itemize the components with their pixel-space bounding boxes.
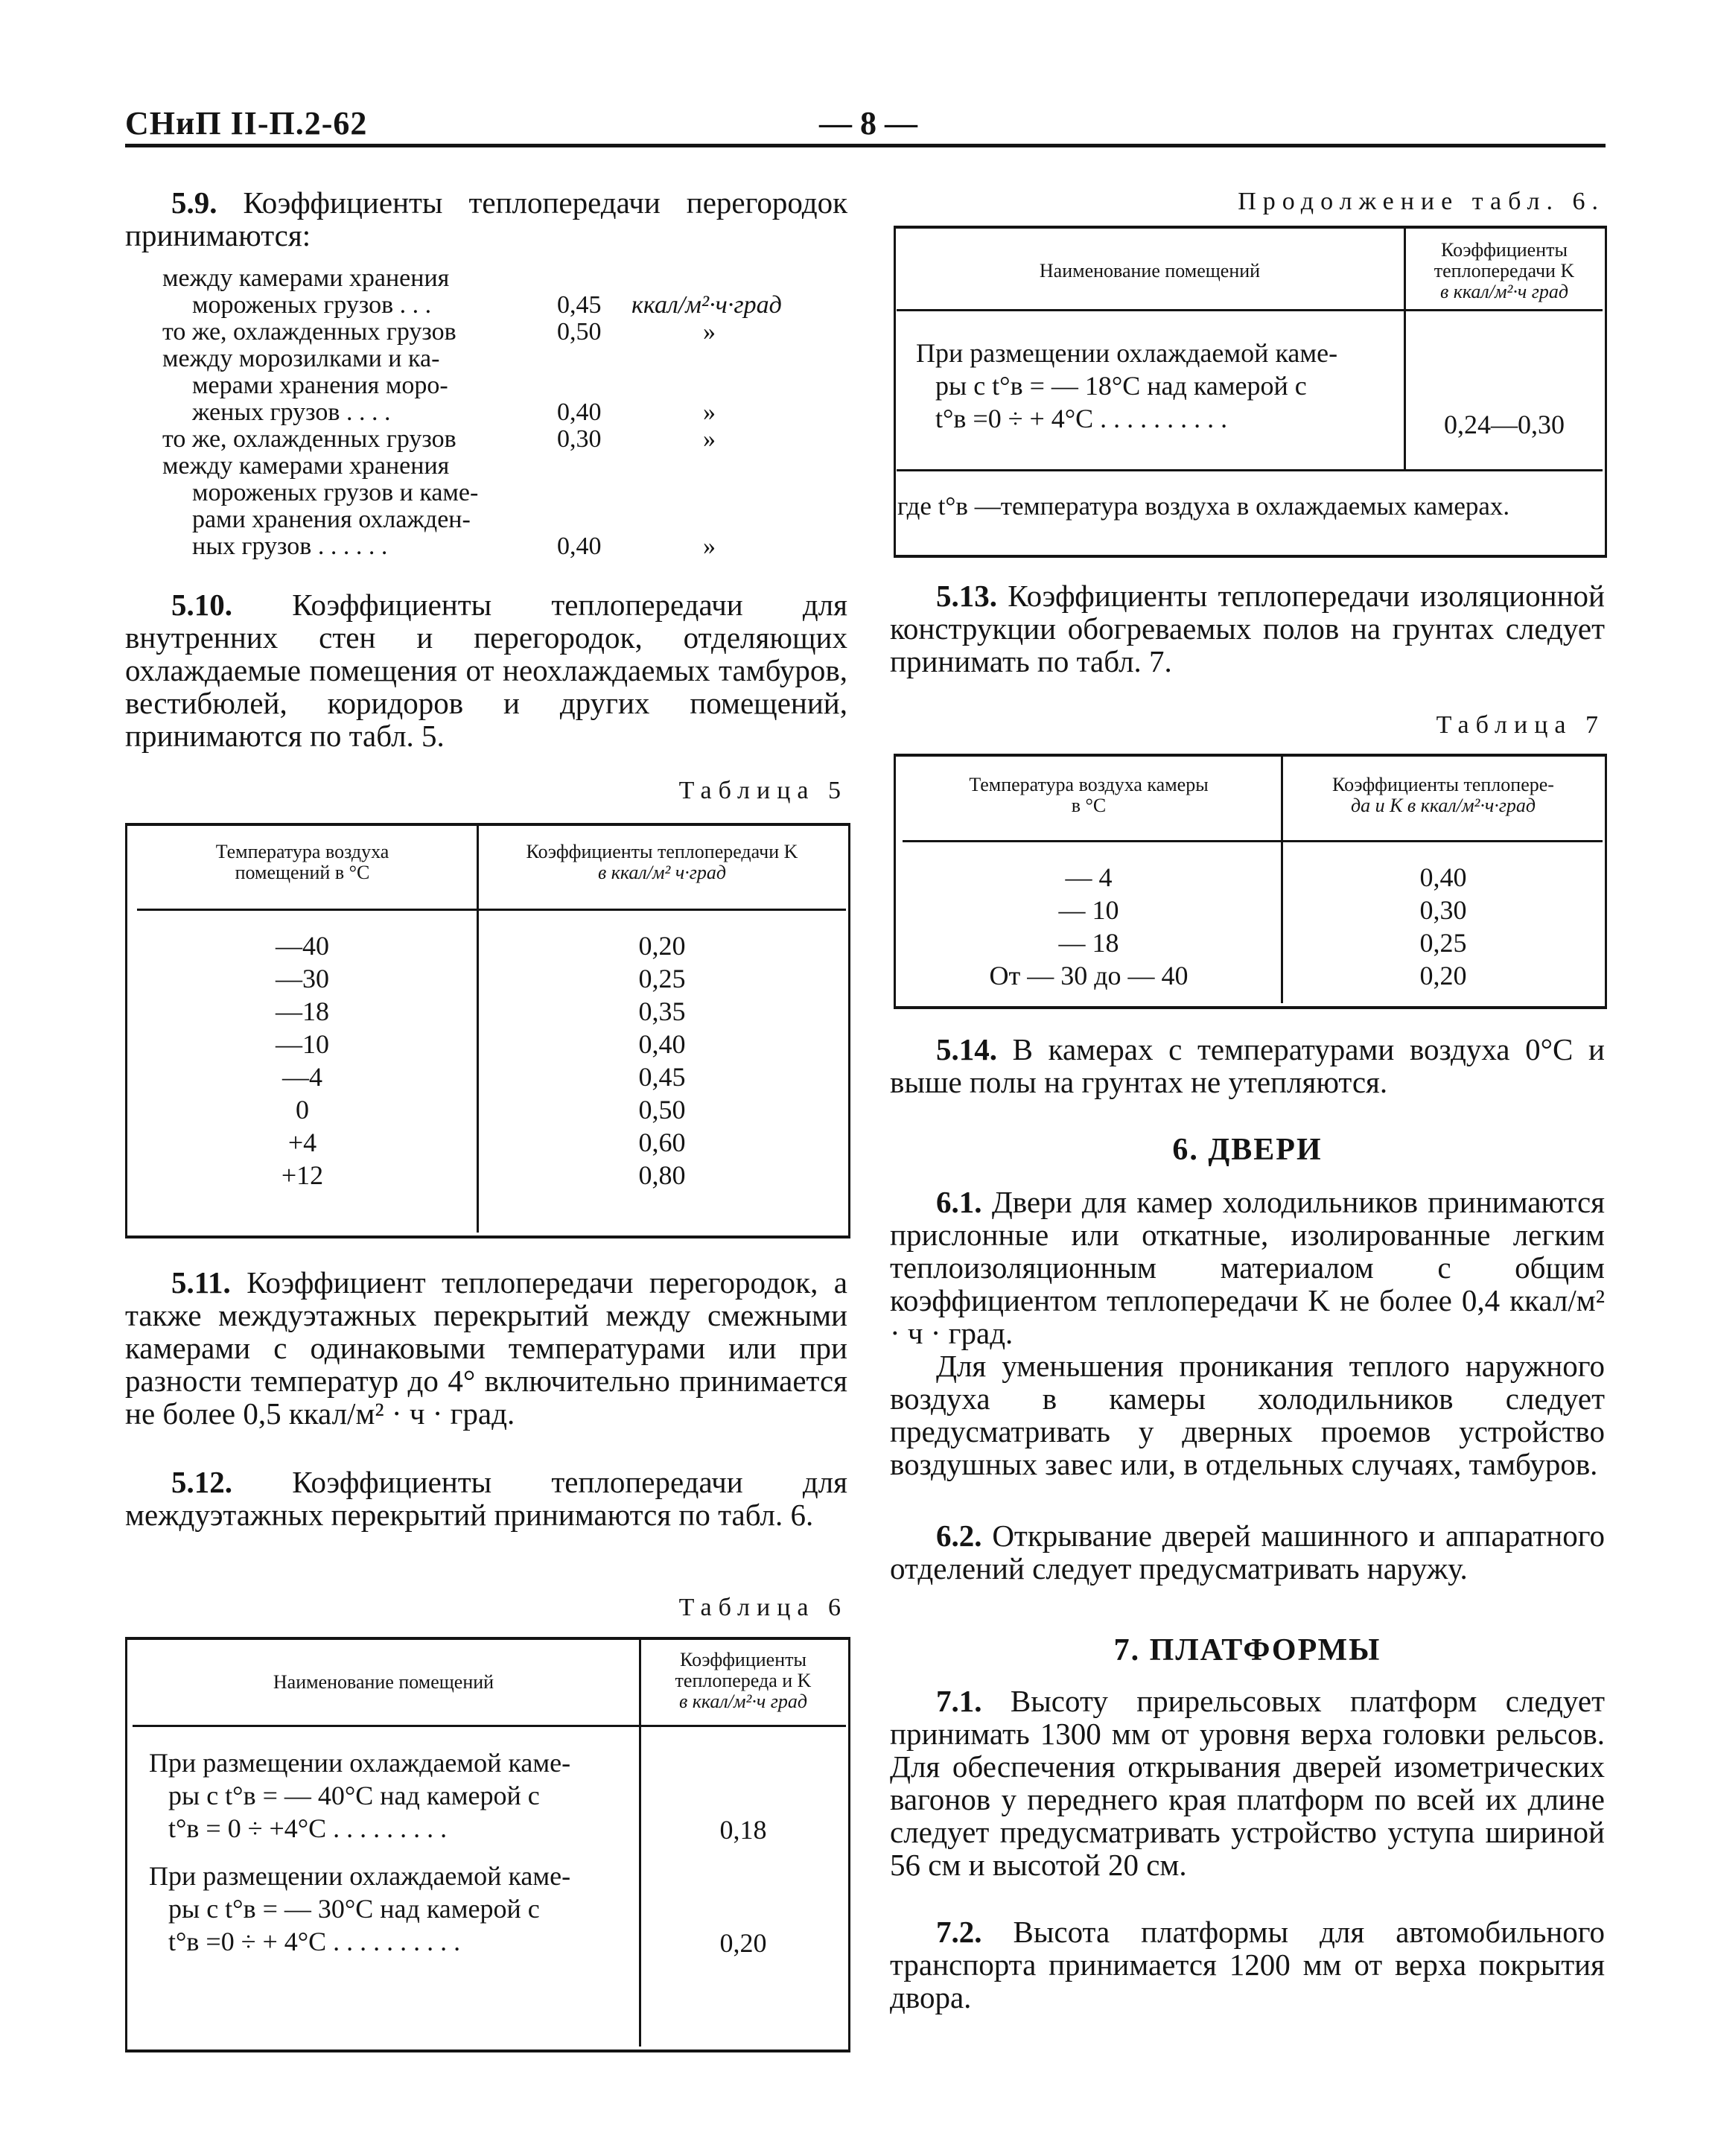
table-7-header-coefficient	[1284, 775, 1603, 816]
header-line: Коэффициенты	[1441, 239, 1568, 261]
table-6-row-1-value: 0,18	[719, 1815, 767, 1845]
table-5-temperature-cell: +4	[287, 1128, 317, 1157]
row-line: ры с t°в = — 40°С над камерой с	[168, 1781, 540, 1810]
paragraph-text-continued: Для уменьшения проникания теплого наружного воздуха в камеры холодильников следует предусматривать у дверных проемов устройство воздушных завес или, в отдельных случаях, тамбуров.	[890, 1349, 1605, 1481]
table-5-coefficient-cell: 0,60	[638, 1128, 686, 1157]
paragraph-6-2	[890, 1519, 1605, 1585]
table-6-header-name: Наименование помещений	[273, 1671, 494, 1693]
paragraph-7-2	[890, 1915, 1605, 2014]
row-line: t°в =0 ÷ + 4°С . . . . . . . . . .	[168, 1927, 461, 1956]
table-6-continuation-header-name: Наименование помещений	[1039, 260, 1261, 282]
table-7-coefficient-cell: 0,25	[1419, 928, 1467, 958]
table-7-coefficient-cell: 0,20	[1419, 961, 1467, 990]
header-line: теплопереда и K	[675, 1670, 812, 1691]
section-7-title: 7. ПЛАТФОРМЫ	[1113, 1633, 1381, 1667]
table-6-continuation-row-name	[916, 337, 1400, 435]
table-5-coefficient-cell: 0,45	[638, 1062, 686, 1092]
page-number: — 8 —	[819, 105, 917, 141]
list-item-label-line: то же, охлажденных грузов	[162, 425, 456, 453]
table-7-temperature-cell: — 18	[1058, 928, 1119, 958]
row-line: При размещении охлаждаемой каме-	[916, 338, 1338, 368]
header-line: Температура воздуха камеры	[969, 774, 1209, 795]
list-item-unit: »	[703, 318, 716, 346]
paragraph-5-9	[125, 186, 847, 252]
list-item-value: 0,50	[557, 318, 602, 346]
list-item-label-line: между камерами хранения	[162, 452, 450, 480]
table-5-temperature-cell: +12	[281, 1160, 324, 1190]
table-6-header-coefficient	[642, 1650, 844, 1712]
paragraph-number: 5.14.	[936, 1032, 997, 1066]
table-6-row-2-name	[149, 1860, 631, 1958]
document-code: СНиП II-П.2-62	[125, 105, 368, 141]
table-6-column-divider	[639, 1640, 641, 2047]
table-7-coefficient-cell: 0,30	[1419, 895, 1467, 925]
section-6-title: 6. ДВЕРИ	[1172, 1133, 1323, 1167]
table-7-header-temperature	[897, 775, 1281, 816]
header-line: теплопередачи K	[1434, 260, 1575, 282]
list-item-label-line: мороженых грузов и каме-	[192, 479, 479, 506]
row-line: При размещении охлаждаемой каме-	[149, 1861, 571, 1891]
table-6-row-1-name	[149, 1746, 631, 1845]
table-7-caption: Таблица 7	[1436, 711, 1605, 739]
table-5-header-temperature	[128, 842, 477, 883]
paragraph-text: Высоту прирельсовых платформ следует принимать 1300 мм от уровня верха головки рельсов. Для обеспечения открывания дверей изометрических вагонов у переднего края платформ по всей их длине следует предусматривать устройство уступа шириной 56 см и высотой 20 см.	[890, 1684, 1605, 1882]
header-line: в ккал/м² ч·град	[597, 862, 727, 883]
header-line: Температура воздуха	[215, 841, 389, 862]
header-rule	[125, 144, 1606, 147]
header-line: Коэффициенты теплопере-	[1332, 774, 1554, 795]
list-item-label-line: ных грузов . . . . . .	[192, 532, 388, 560]
paragraph-text: Двери для камер холодильников принимаются прислонные или откатные, изолированные легким теплоизоляционным материалом с общим коэффициентом теплопередачи K не более 0,4 ккал/м² · ч · град.	[890, 1185, 1606, 1350]
table-5-header-rule	[137, 909, 846, 911]
header-line: Коэффициенты	[680, 1649, 806, 1670]
list-item-unit: ккал/м²·ч·град	[631, 291, 782, 319]
list-item-value: 0,40	[557, 398, 602, 426]
table-7-column-divider	[1281, 757, 1283, 1003]
paragraph-5-10	[125, 588, 847, 752]
table-6-header-rule	[133, 1725, 846, 1727]
paragraph-number: 7.1.	[936, 1684, 982, 1718]
header-line: помещений в °С	[235, 862, 370, 883]
table-6-continuation-header-rule	[897, 309, 1603, 311]
table-5-coefficient-cell: 0,80	[638, 1160, 686, 1190]
table-5-temperature-cell: —10	[276, 1029, 329, 1059]
header-line: в ккал/м²·ч град	[678, 1691, 808, 1712]
paragraph-6-1	[890, 1186, 1605, 1481]
table-5-coefficient-cell: 0,25	[638, 964, 686, 993]
paragraph-text: Коэффициенты теплопередачи изоляционной конструкции обогреваемых полов на грунтах следует принимать по табл. 7.	[890, 579, 1605, 678]
list-item-unit: »	[703, 398, 716, 426]
paragraph-number: 5.9.	[171, 185, 217, 220]
table-5-temperature-cell: —30	[276, 964, 329, 993]
table-5-temperature-cell: —18	[276, 996, 329, 1026]
paragraph-text: Открывание дверей машинного и аппаратного отделений следует предусматривать наружу.	[890, 1519, 1605, 1586]
paragraph-number: 5.11.	[171, 1265, 231, 1300]
list-item-label-line: между камерами хранения	[162, 264, 450, 292]
table-5-coefficient-cell: 0,50	[638, 1095, 686, 1125]
header-line: в °С	[1071, 795, 1107, 816]
table-6-caption: Таблица 6	[678, 1594, 847, 1621]
list-item-label-line: то же, охлажденных грузов	[162, 318, 456, 346]
paragraph-5-11	[125, 1266, 847, 1430]
row-line: При размещении охлаждаемой каме-	[149, 1748, 571, 1778]
paragraph-number: 6.2.	[936, 1519, 982, 1553]
table-6-continuation-note: где t°в —температура воздуха в охлаждаемых камерах.	[897, 492, 1510, 521]
list-item-label-line: мороженых грузов . . .	[192, 291, 432, 319]
row-line: ры с t°в = — 18°С над камерой с	[935, 371, 1307, 401]
paragraph-text: Коэффициенты теплопередачи для внутренних стен и перегородок, отделяющих охлаждаемые помещения от неохлаждаемых тамбуров, вестибюлей, коридоров и других помещений, принимаются по табл. 5.	[125, 588, 848, 753]
table-5-temperature-cell: —4	[282, 1062, 322, 1092]
table-6-row-2-value: 0,20	[719, 1928, 767, 1958]
list-item-value: 0,30	[557, 425, 602, 453]
paragraph-number: 7.2.	[936, 1915, 982, 1949]
paragraph-5-12	[125, 1466, 847, 1531]
table-5-coefficient-cell: 0,40	[638, 1029, 686, 1059]
table-5-temperature-cell: —40	[276, 931, 329, 961]
table-5-coefficient-cell: 0,20	[638, 931, 686, 961]
table-6-continuation-header-coefficient	[1407, 240, 1602, 302]
table-5-caption: Таблица 5	[678, 777, 847, 804]
paragraph-text: Коэффициенты теплопередачи для междуэтажных перекрытий принимаются по табл. 6.	[125, 1465, 848, 1532]
table-7-temperature-cell: — 4	[1065, 862, 1113, 892]
list-item-label-line: между морозилками и ка-	[162, 345, 440, 372]
list-item-label-line: мерами хранения моро-	[192, 372, 448, 399]
paragraph-number: 5.12.	[171, 1465, 232, 1499]
paragraph-text: В камерах с температурами воздуха 0°С и выше полы на грунтах не утепляются.	[890, 1032, 1605, 1099]
paragraph-text: Высота платформы для автомобильного транспорта принимается 1200 мм от верха покрытия двора.	[890, 1915, 1606, 2015]
table-5-coefficient-cell: 0,35	[638, 996, 686, 1026]
table-6-continuation-note-rule	[897, 469, 1603, 471]
table-6-continuation-column-divider	[1404, 229, 1406, 471]
paragraph-5-14	[890, 1033, 1605, 1098]
header-line: Коэффициенты теплопередачи K	[526, 841, 798, 862]
list-item-value: 0,45	[557, 291, 602, 319]
paragraph-5-13	[890, 579, 1605, 678]
list-item-unit: »	[703, 532, 716, 560]
row-line: t°в = 0 ÷ +4°С . . . . . . . . .	[168, 1813, 448, 1843]
row-line: ры с t°в = — 30°С над камерой с	[168, 1894, 540, 1924]
paragraph-number: 6.1.	[936, 1185, 982, 1219]
table-7-temperature-cell: — 10	[1058, 895, 1119, 925]
paragraph-text: Коэффициент теплопередачи перегородок, а также междуэтажных перекрытий между смежными камерами с одинаковыми температурами или при разности температур до 4° включительно принимается не более 0,5 ккал/м² · ч · град.	[125, 1265, 848, 1431]
paragraph-text: Коэффициенты теплопередачи перегородок принимаются:	[125, 185, 847, 252]
list-item-label-line: рами хранения охлажден-	[192, 506, 471, 533]
table-7-header-rule	[903, 840, 1603, 842]
paragraph-number: 5.10.	[171, 588, 232, 622]
table-5-temperature-cell: 0	[296, 1095, 309, 1125]
list-item-value: 0,40	[557, 532, 602, 560]
table-5-header-coefficient	[480, 842, 844, 883]
paragraph-number: 5.13.	[936, 579, 997, 613]
table-6-continuation-row-value: 0,24—0,30	[1444, 410, 1565, 439]
row-line: t°в =0 ÷ + 4°С . . . . . . . . . .	[935, 404, 1228, 433]
table-6-continuation-caption: Продолжение табл. 6.	[1238, 188, 1605, 215]
table-7-coefficient-cell: 0,40	[1419, 862, 1467, 892]
list-item-label-line: женых грузов . . . .	[192, 398, 391, 426]
list-item-unit: »	[703, 425, 716, 453]
paragraph-7-1	[890, 1685, 1605, 1881]
header-line: в ккал/м²·ч град	[1439, 281, 1569, 302]
table-5-column-divider	[477, 826, 479, 1233]
table-7-temperature-cell: От — 30 до — 40	[989, 961, 1189, 990]
header-line: да и K в ккал/м²·ч·град	[1350, 795, 1536, 816]
